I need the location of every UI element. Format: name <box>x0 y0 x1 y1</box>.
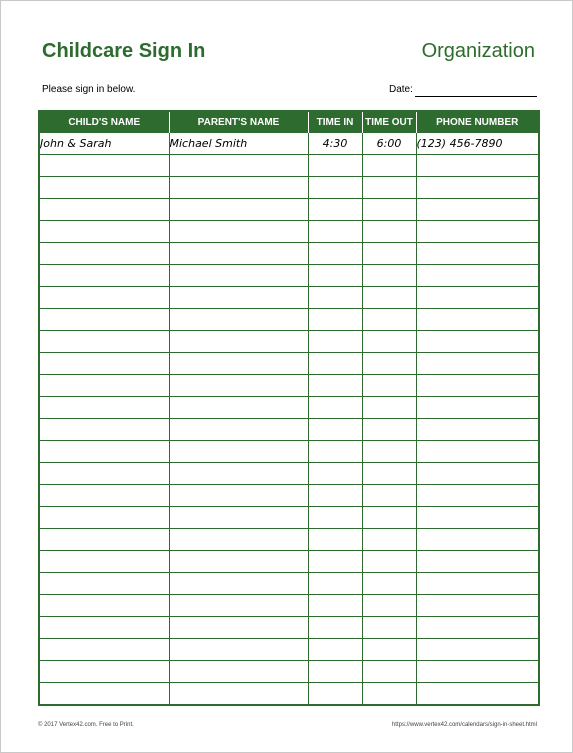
table-row <box>39 397 539 419</box>
parents-name-cell[interactable] <box>169 551 308 573</box>
time-out-cell[interactable] <box>362 573 416 595</box>
time-out-cell[interactable] <box>362 287 416 309</box>
phone-number-cell[interactable] <box>416 331 539 353</box>
table-row <box>39 265 539 287</box>
time-out-cell[interactable] <box>362 661 416 683</box>
time-in-cell[interactable] <box>308 595 362 617</box>
table-row <box>39 199 539 221</box>
table-row <box>39 463 539 485</box>
parents-name-cell[interactable] <box>169 177 308 199</box>
time-in-cell[interactable] <box>308 331 362 353</box>
time-out-cell[interactable] <box>362 309 416 331</box>
phone-number-cell[interactable] <box>416 287 539 309</box>
childs-name-cell[interactable] <box>39 661 169 683</box>
time-out-cell[interactable] <box>362 419 416 441</box>
phone-number-cell[interactable] <box>416 265 539 287</box>
time-out-cell[interactable] <box>362 683 416 706</box>
childs-name-cell[interactable] <box>39 551 169 573</box>
time-out-cell[interactable] <box>362 155 416 177</box>
table-row <box>39 133 539 155</box>
phone-number-cell[interactable] <box>416 309 539 331</box>
phone-number-cell[interactable] <box>416 683 539 706</box>
phone-number-cell[interactable] <box>416 485 539 507</box>
childs-name-cell[interactable]: John & Sarah <box>39 133 169 155</box>
time-in-cell[interactable] <box>308 463 362 485</box>
time-out-cell[interactable] <box>362 243 416 265</box>
time-out-cell[interactable] <box>362 441 416 463</box>
table-row <box>39 551 539 573</box>
date-input-line[interactable] <box>415 83 537 97</box>
time-in-cell[interactable] <box>308 397 362 419</box>
column-header-childs-name: CHILD'S NAME <box>39 111 169 133</box>
parents-name-cell[interactable] <box>169 287 308 309</box>
parents-name-cell[interactable] <box>169 507 308 529</box>
time-in-cell[interactable] <box>308 353 362 375</box>
column-header-time-out: TIME OUT <box>362 111 416 133</box>
parents-name-cell[interactable] <box>169 199 308 221</box>
table-row <box>39 419 539 441</box>
phone-number-cell[interactable] <box>416 199 539 221</box>
table-row <box>39 529 539 551</box>
time-in-cell[interactable] <box>308 309 362 331</box>
table-row <box>39 177 539 199</box>
parents-name-cell[interactable] <box>169 331 308 353</box>
time-in-cell[interactable] <box>308 199 362 221</box>
childs-name-cell[interactable] <box>39 287 169 309</box>
time-in-cell[interactable] <box>308 529 362 551</box>
phone-number-cell[interactable] <box>416 353 539 375</box>
time-in-cell[interactable] <box>308 419 362 441</box>
time-out-cell[interactable] <box>362 617 416 639</box>
time-in-cell[interactable] <box>308 441 362 463</box>
parents-name-cell[interactable] <box>169 595 308 617</box>
table-row <box>39 683 539 706</box>
childs-name-cell[interactable] <box>39 199 169 221</box>
childs-name-cell[interactable] <box>39 595 169 617</box>
date-field[interactable] <box>389 83 537 97</box>
time-out-cell[interactable] <box>362 353 416 375</box>
table-row <box>39 507 539 529</box>
parents-name-cell[interactable] <box>169 683 308 706</box>
time-out-cell[interactable] <box>362 551 416 573</box>
phone-number-cell[interactable] <box>416 243 539 265</box>
parents-name-cell[interactable] <box>169 265 308 287</box>
childs-name-cell[interactable] <box>39 573 169 595</box>
time-in-cell[interactable] <box>308 221 362 243</box>
sign-in-table <box>38 110 540 706</box>
table-row <box>39 375 539 397</box>
time-in-cell[interactable] <box>308 287 362 309</box>
footer-url[interactable]: https://www.vertex42.com/calendars/sign-in-sheet.html <box>391 722 537 728</box>
childs-name-cell[interactable] <box>39 243 169 265</box>
time-out-cell[interactable] <box>362 199 416 221</box>
time-in-cell[interactable] <box>308 551 362 573</box>
childs-name-cell[interactable] <box>39 617 169 639</box>
phone-number-cell[interactable] <box>416 551 539 573</box>
childs-name-cell[interactable] <box>39 485 169 507</box>
phone-number-cell[interactable] <box>416 397 539 419</box>
parents-name-cell[interactable] <box>169 463 308 485</box>
time-in-cell[interactable] <box>308 177 362 199</box>
table-row <box>39 287 539 309</box>
parents-name-cell[interactable] <box>169 243 308 265</box>
table-row <box>39 353 539 375</box>
time-in-cell[interactable] <box>308 683 362 706</box>
table-row <box>39 617 539 639</box>
table-header-row <box>39 111 539 133</box>
table-row <box>39 485 539 507</box>
parents-name-cell[interactable] <box>169 573 308 595</box>
time-out-cell[interactable] <box>362 331 416 353</box>
time-in-cell[interactable] <box>308 573 362 595</box>
table-row <box>39 573 539 595</box>
table-row <box>39 309 539 331</box>
table-row <box>39 661 539 683</box>
table-row <box>39 441 539 463</box>
time-out-cell[interactable]: 6:00 <box>362 133 416 155</box>
column-header-phone-number: PHONE NUMBER <box>416 111 539 133</box>
childs-name-cell[interactable] <box>39 375 169 397</box>
childs-name-cell[interactable] <box>39 463 169 485</box>
time-in-cell[interactable] <box>308 155 362 177</box>
parents-name-cell[interactable] <box>169 529 308 551</box>
phone-number-cell[interactable]: (123) 456-7890 <box>416 133 539 155</box>
phone-number-cell[interactable] <box>416 595 539 617</box>
time-out-cell[interactable] <box>362 177 416 199</box>
time-out-cell[interactable] <box>362 375 416 397</box>
table-row <box>39 331 539 353</box>
parents-name-cell[interactable]: Michael Smith <box>169 133 308 155</box>
column-header-time-in: TIME IN <box>308 111 362 133</box>
time-in-cell[interactable] <box>308 617 362 639</box>
phone-number-cell[interactable] <box>416 573 539 595</box>
time-out-cell[interactable] <box>362 595 416 617</box>
childs-name-cell[interactable] <box>39 155 169 177</box>
childs-name-cell[interactable] <box>39 265 169 287</box>
organization-label[interactable]: Organization <box>421 40 535 62</box>
phone-number-cell[interactable] <box>416 463 539 485</box>
parents-name-cell[interactable] <box>169 419 308 441</box>
time-in-cell[interactable] <box>308 375 362 397</box>
phone-number-cell[interactable] <box>416 441 539 463</box>
childs-name-cell[interactable] <box>39 683 169 706</box>
time-out-cell[interactable] <box>362 485 416 507</box>
time-in-cell[interactable] <box>308 507 362 529</box>
time-out-cell[interactable] <box>362 397 416 419</box>
table-row <box>39 221 539 243</box>
table-row <box>39 595 539 617</box>
time-in-cell[interactable]: 4:30 <box>308 133 362 155</box>
phone-number-cell[interactable] <box>416 661 539 683</box>
time-out-cell[interactable] <box>362 463 416 485</box>
phone-number-cell[interactable] <box>416 375 539 397</box>
phone-number-cell[interactable] <box>416 155 539 177</box>
table-row <box>39 243 539 265</box>
table-row <box>39 639 539 661</box>
childs-name-cell[interactable] <box>39 529 169 551</box>
time-out-cell[interactable] <box>362 639 416 661</box>
childs-name-cell[interactable] <box>39 309 169 331</box>
childs-name-cell[interactable] <box>39 177 169 199</box>
childs-name-cell[interactable] <box>39 507 169 529</box>
parents-name-cell[interactable] <box>169 397 308 419</box>
parents-name-cell[interactable] <box>169 155 308 177</box>
phone-number-cell[interactable] <box>416 507 539 529</box>
phone-number-cell[interactable] <box>416 529 539 551</box>
childs-name-cell[interactable] <box>39 397 169 419</box>
parents-name-cell[interactable] <box>169 353 308 375</box>
parents-name-cell[interactable] <box>169 661 308 683</box>
childs-name-cell[interactable] <box>39 639 169 661</box>
time-out-cell[interactable] <box>362 221 416 243</box>
parents-name-cell[interactable] <box>169 441 308 463</box>
time-in-cell[interactable] <box>308 639 362 661</box>
instructions-text: Please sign in below. <box>42 84 136 95</box>
phone-number-cell[interactable] <box>416 639 539 661</box>
phone-number-cell[interactable] <box>416 177 539 199</box>
parents-name-cell[interactable] <box>169 221 308 243</box>
childs-name-cell[interactable] <box>39 419 169 441</box>
parents-name-cell[interactable] <box>169 309 308 331</box>
parents-name-cell[interactable] <box>169 617 308 639</box>
time-out-cell[interactable] <box>362 265 416 287</box>
time-in-cell[interactable] <box>308 243 362 265</box>
table-row <box>39 155 539 177</box>
time-out-cell[interactable] <box>362 529 416 551</box>
time-out-cell[interactable] <box>362 507 416 529</box>
date-label: Date: <box>389 84 413 95</box>
parents-name-cell[interactable] <box>169 375 308 397</box>
column-header-parents-name: PARENT'S NAME <box>169 111 308 133</box>
childs-name-cell[interactable] <box>39 353 169 375</box>
parents-name-cell[interactable] <box>169 639 308 661</box>
time-in-cell[interactable] <box>308 485 362 507</box>
footer-copyright: © 2017 Vertex42.com. Free to Print. <box>38 722 134 728</box>
time-in-cell[interactable] <box>308 265 362 287</box>
phone-number-cell[interactable] <box>416 221 539 243</box>
phone-number-cell[interactable] <box>416 419 539 441</box>
page-title: Childcare Sign In <box>42 40 206 62</box>
phone-number-cell[interactable] <box>416 617 539 639</box>
childs-name-cell[interactable] <box>39 221 169 243</box>
parents-name-cell[interactable] <box>169 485 308 507</box>
childs-name-cell[interactable] <box>39 331 169 353</box>
childs-name-cell[interactable] <box>39 441 169 463</box>
time-in-cell[interactable] <box>308 661 362 683</box>
